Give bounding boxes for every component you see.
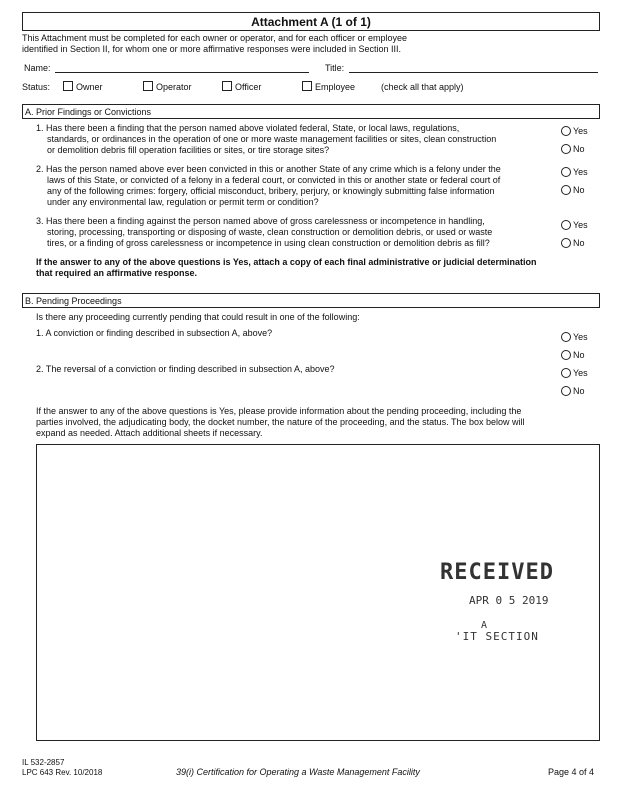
section-b-note xyxy=(36,406,524,439)
a3-no-radio[interactable] xyxy=(561,238,571,248)
operator-checkbox[interactable] xyxy=(143,81,153,91)
q2-line: any of the following crimes: forgery, official misconduct, bribery, perjury, or knowingly submitting false information xyxy=(47,186,495,196)
intro-line-2: identified in Section II, for whom one or more affirmative responses were included in Section III. xyxy=(22,44,402,54)
operator-label: Operator xyxy=(156,82,192,92)
page-title: Attachment A (1 of 1) xyxy=(251,15,371,29)
q2-line: laws of this State, or convicted of a felony in a federal court, or convicted in this or another state or federal court of xyxy=(47,175,501,185)
b1-yes-label: Yes xyxy=(573,332,588,342)
q3-line: tires, or a finding of gross carelessness or incompetence in using clean construction or demolition debris as fill? xyxy=(47,238,490,248)
attachment-title-box xyxy=(22,12,600,31)
q2-line: under any environmental law, regulation or permit term or condition? xyxy=(47,197,319,207)
section-b-intro: Is there any proceeding currently pending that could result in one of the following: xyxy=(36,312,360,322)
b1-no-label: No xyxy=(573,350,585,360)
q1-line: 1. Has there been a finding that the person named above violated federal, State, or local laws, regulations, xyxy=(36,123,460,133)
officer-label: Officer xyxy=(235,82,262,92)
section-b-note-line: expand as needed. Attach additional sheets if necessary. xyxy=(36,428,263,438)
intro-line-1: This Attachment must be completed for each owner or operator, and for each officer or employee xyxy=(22,33,408,43)
b2-yes-radio[interactable] xyxy=(561,368,571,378)
a2-yes-label: Yes xyxy=(573,167,588,177)
a1-yes-radio[interactable] xyxy=(561,126,571,136)
owner-checkbox[interactable] xyxy=(63,81,73,91)
received-stamp: RECEIVED xyxy=(440,560,554,585)
name-label: Name: xyxy=(24,63,51,73)
employee-checkbox[interactable] xyxy=(302,81,312,91)
pending-proceedings-textbox[interactable] xyxy=(36,444,600,741)
title-field[interactable] xyxy=(349,72,598,73)
section-a-heading-box xyxy=(22,104,600,119)
footer-page: Page 4 of 4 xyxy=(548,767,595,777)
section-a-note-line: If the answer to any of the above questions is Yes, attach a copy of each final administrative or judicial determination xyxy=(36,257,537,267)
section-b-note-line: parties involved, the adjudicating body, the docket number, the nature of the proceeding, and the status. The box below will xyxy=(36,417,525,427)
section-a-question-2 xyxy=(36,164,501,208)
a2-yes-radio[interactable] xyxy=(561,167,571,177)
footer-title: 39(i) Certification for Operating a Waste Management Facility xyxy=(176,767,420,777)
q1-line: standards, or ordinances in the operation of one or more waste management facilities or sites, clean construction xyxy=(47,134,497,144)
footer-form-id: IL 532-2857 xyxy=(22,758,65,767)
stamp-line-3: A xyxy=(481,620,488,631)
status-label: Status: xyxy=(22,82,51,92)
section-a-heading: A. Prior Findings or Convictions xyxy=(25,107,152,117)
employee-label: Employee xyxy=(315,82,356,92)
q3-line: 3. Has there been a finding against the person named above of gross carelessness or incompetence in handling, xyxy=(36,216,485,226)
section-a-note-line: that required an affirmative response. xyxy=(36,268,198,278)
q2-line: 2. Has the person named above ever been convicted in this or another State of any crime which is a felony under the xyxy=(36,164,501,174)
section-b-question-2: 2. The reversal of a conviction or finding described in subsection A, above? xyxy=(36,364,335,374)
a1-no-label: No xyxy=(573,144,585,154)
section-a-question-3 xyxy=(36,216,492,249)
a2-no-label: No xyxy=(573,185,585,195)
q1-line: or demolition debris fill operation facilities or sites, or tire storage sites? xyxy=(47,145,330,155)
status-note: (check all that apply) xyxy=(381,82,464,92)
section-b-heading-box xyxy=(22,293,600,308)
a1-yes-label: Yes xyxy=(573,126,588,136)
intro-text xyxy=(22,33,582,55)
section-b-heading: B. Pending Proceedings xyxy=(25,296,122,306)
section-a-note xyxy=(36,257,536,279)
a3-no-label: No xyxy=(573,238,585,248)
a1-no-radio[interactable] xyxy=(561,144,571,154)
title-label: Title: xyxy=(325,63,345,73)
footer-form-rev: LPC 643 Rev. 10/2018 xyxy=(22,768,103,777)
q3-line: storing, processing, transporting or disposing of waste, clean construction or demolition debris, or used or waste xyxy=(47,227,493,237)
a3-yes-radio[interactable] xyxy=(561,220,571,230)
name-field[interactable] xyxy=(55,72,309,73)
section-a-question-1 xyxy=(36,123,496,156)
officer-checkbox[interactable] xyxy=(222,81,232,91)
b1-no-radio[interactable] xyxy=(561,350,571,360)
section-b-note-line: If the answer to any of the above questions is Yes, please provide information about the pending proceeding, including the xyxy=(36,406,522,416)
owner-label: Owner xyxy=(76,82,103,92)
a2-no-radio[interactable] xyxy=(561,185,571,195)
b2-yes-label: Yes xyxy=(573,368,588,378)
b1-yes-radio[interactable] xyxy=(561,332,571,342)
stamp-line-4: 'IT SECTION xyxy=(455,630,539,643)
b2-no-label: No xyxy=(573,386,585,396)
received-date: APR 0 5 2019 xyxy=(469,594,549,607)
a3-yes-label: Yes xyxy=(573,220,588,230)
section-b-question-1: 1. A conviction or finding described in subsection A, above? xyxy=(36,328,273,338)
b2-no-radio[interactable] xyxy=(561,386,571,396)
